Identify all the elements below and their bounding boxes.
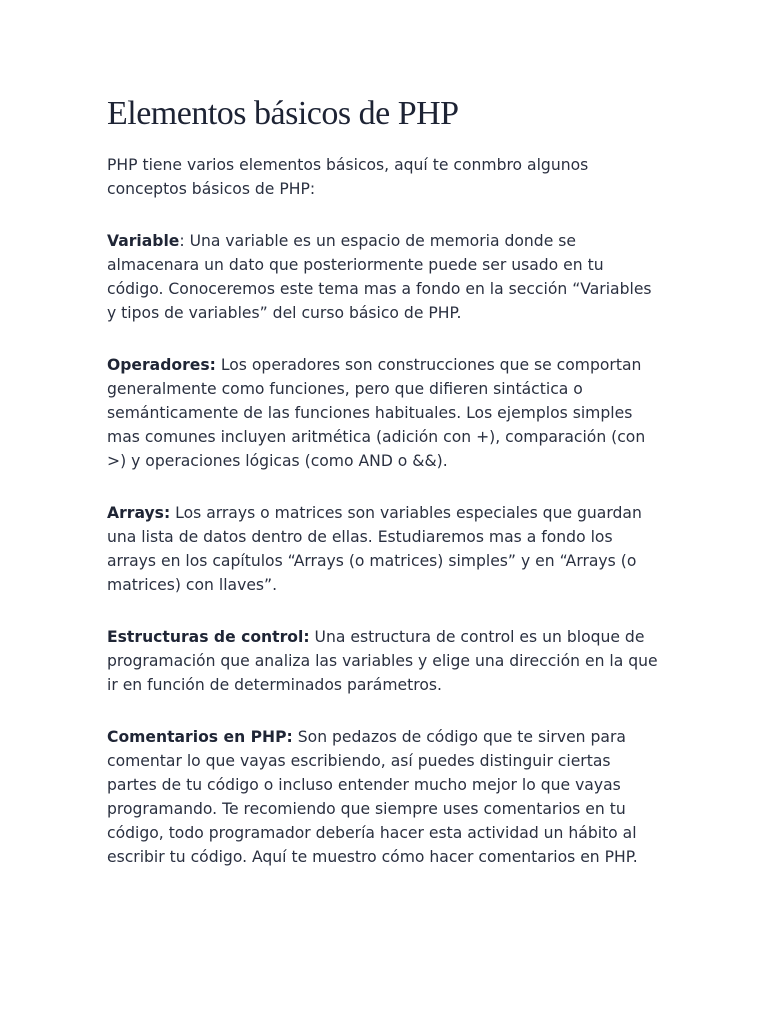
section-estructuras-de-control bbox=[107, 625, 663, 697]
section-term: Estructuras de control: bbox=[107, 628, 310, 646]
section-term: Comentarios en PHP: bbox=[107, 728, 293, 746]
section-operadores bbox=[107, 353, 663, 473]
page-title: Elementos básicos de PHP bbox=[107, 95, 459, 132]
section-text: Una estructura de control es un bloque de programación que analiza las variables y elige una dirección en la que ir en función de determinados parámetros. bbox=[107, 628, 658, 694]
section-text: Son pedazos de código que te sirven para comentar lo que vayas escribiendo, así puedes distinguir ciertas partes de tu código o incluso entender mucho mejor lo que vayas programando. Te recomiendo que siempre uses comentarios en tu código, todo programador debería hacer esta actividad un hábito al escribir tu código. Aquí te muestro cómo hacer comentarios en PHP. bbox=[107, 728, 638, 866]
section-arrays bbox=[107, 501, 663, 597]
section-separator: : bbox=[179, 232, 190, 250]
section-comentarios-en-php bbox=[107, 725, 663, 869]
section-text: Una variable es un espacio de memoria donde se almacenara un dato que posteriormente puede ser usado en tu código. Conoceremos este tema mas a fondo en la sección “Variables y tipos de variables” del curso básico de PHP. bbox=[107, 232, 652, 322]
document-page bbox=[107, 92, 663, 869]
section-term: Arrays: bbox=[107, 504, 171, 522]
section-text: Los arrays o matrices son variables especiales que guardan una lista de datos dentro de ellas. Estudiaremos mas a fondo los arrays en los capítulos “Arrays (o matrices) simples” y en “Arrays (o matrices) con llaves”. bbox=[107, 504, 642, 594]
section-term: Variable bbox=[107, 232, 180, 250]
intro-paragraph: PHP tiene varios elementos básicos, aquí te conmbro algunos conceptos básicos de PHP: bbox=[107, 156, 589, 198]
section-term: Operadores: bbox=[107, 356, 216, 374]
section-text: Los operadores son construcciones que se comportan generalmente como funciones, pero que difieren sintáctica o semánticamente de las funciones habituales. Los ejemplos simples mas comunes incluyen aritmética (adición con +), comparación (con >) y operaciones lógicas (como AND o &&). bbox=[107, 356, 646, 470]
section-variable bbox=[107, 229, 663, 325]
